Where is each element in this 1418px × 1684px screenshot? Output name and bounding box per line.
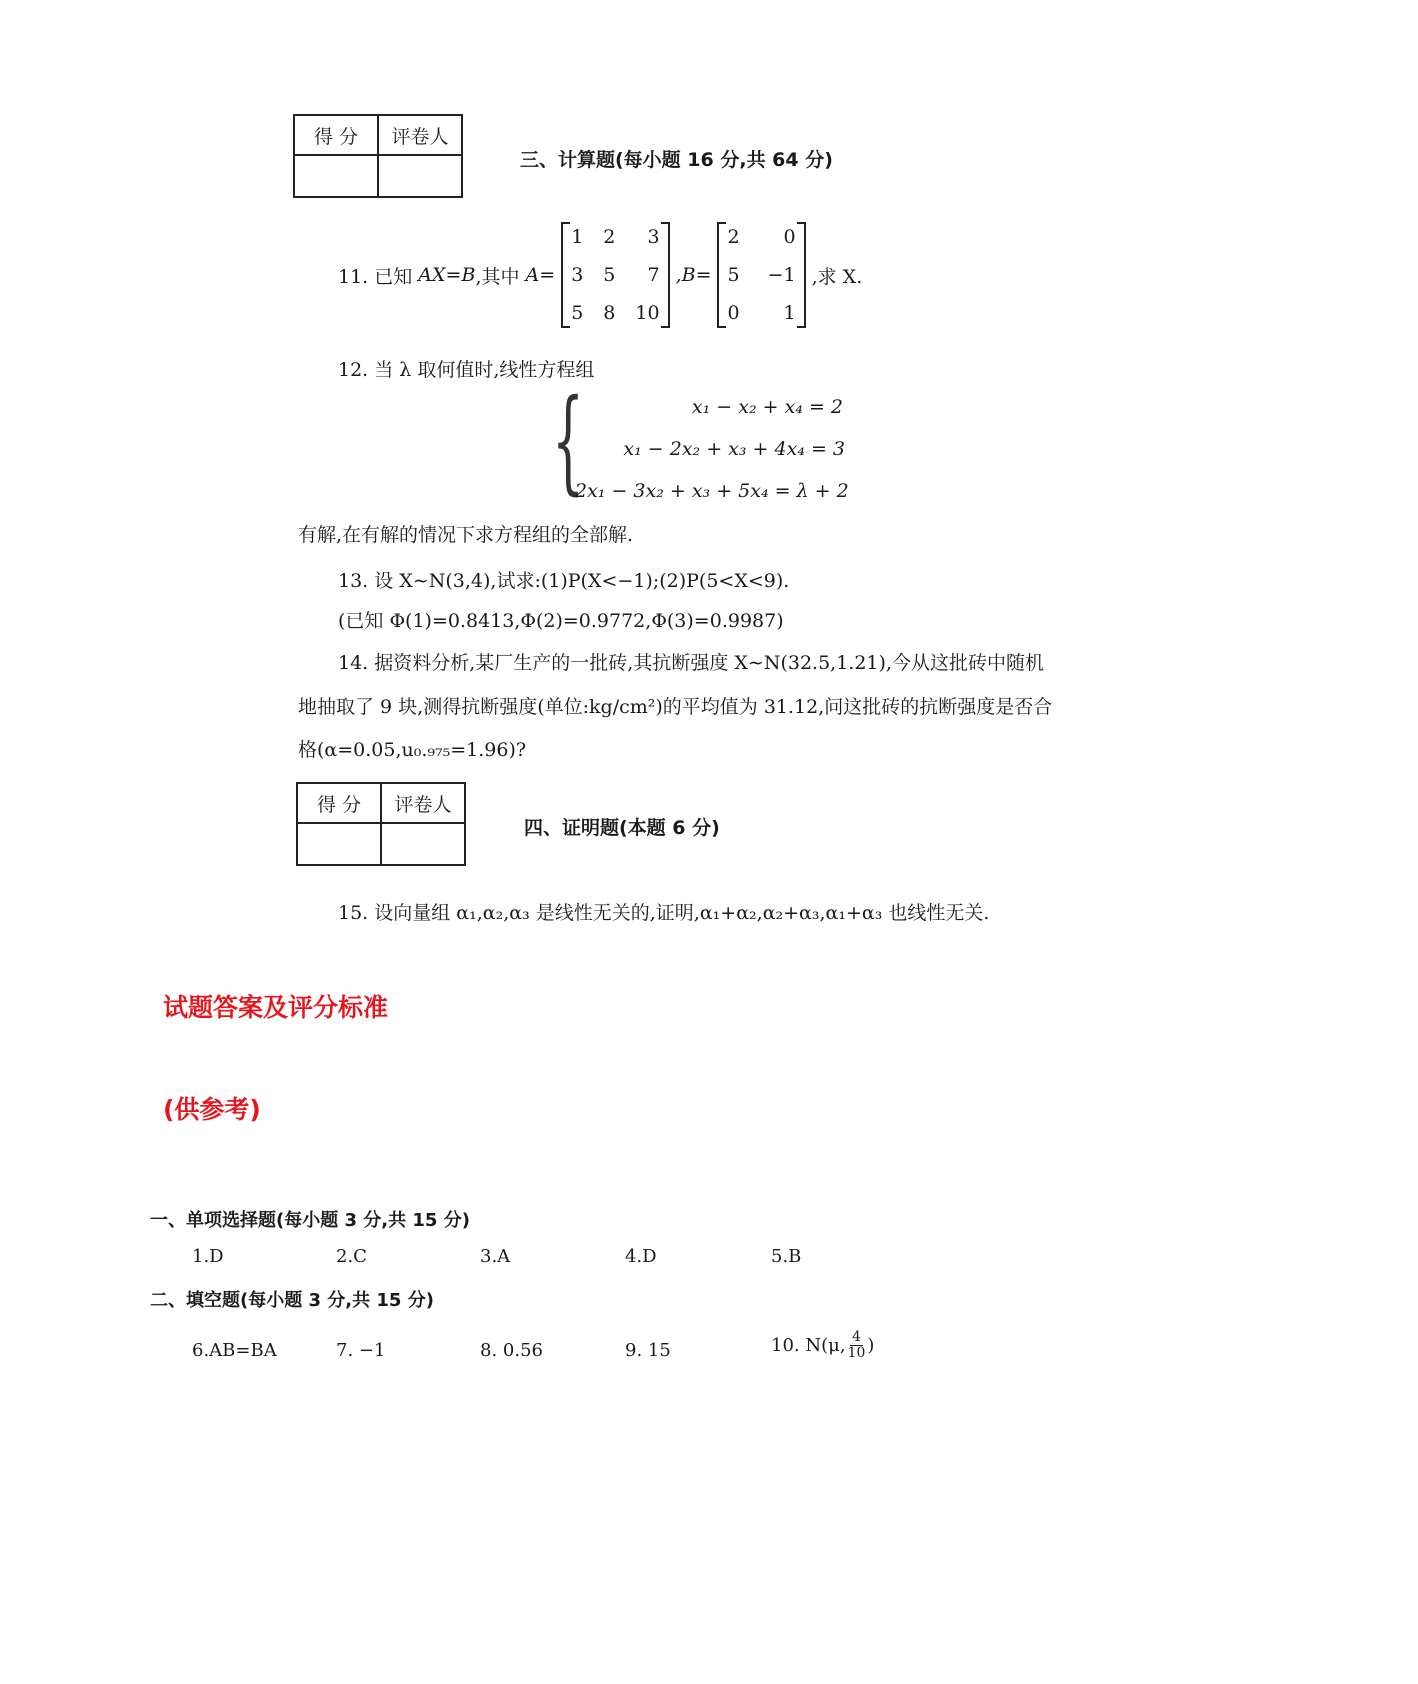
equation-2: x₁ − 2x₂ + x₃ + 4x₄ = 3 [623, 438, 845, 460]
matrix-a-label: A= [525, 264, 556, 286]
score-cell [297, 823, 381, 865]
answer-10-text: 10. N(μ, [771, 1334, 846, 1356]
answers-part2-heading: 二、填空题(每小题 3 分,共 15 分) [150, 1290, 434, 1311]
answers-title: 试题答案及评分标准 [163, 993, 389, 1022]
fraction-denominator: 10 [847, 1344, 866, 1361]
matrix-a [561, 226, 669, 324]
left-brace: { [552, 376, 585, 506]
q11-equation: AX=B [418, 264, 476, 286]
grader-label: 评卷人 [378, 115, 462, 155]
answer-6: 6.AB=BA [192, 1340, 277, 1361]
matrix-b [717, 226, 805, 324]
matrix-b-cell: 1 [783, 302, 796, 324]
matrix-a-cell: 10 [635, 302, 660, 324]
section3-title: 三、计算题(每小题 16 分,共 64 分) [520, 149, 833, 171]
matrix-a-cell: 3 [571, 264, 584, 286]
q11-mid: ,其中 [475, 265, 526, 288]
answer-8: 8. 0.56 [480, 1340, 543, 1361]
matrix-b-cell: 2 [727, 226, 740, 248]
fraction [848, 1330, 866, 1360]
equation-system [575, 386, 849, 512]
section4-title: 四、证明题(本题 6 分) [524, 817, 720, 839]
answer-3: 3.A [480, 1246, 511, 1267]
answer-9: 9. 15 [625, 1340, 671, 1361]
answer-1: 1.D [192, 1246, 224, 1267]
answer-10-close: ) [867, 1334, 875, 1356]
grader-cell [378, 155, 462, 197]
question-14-line1: 14. 据资料分析,某厂生产的一批砖,其抗断强度 X∼N(32.5,1.21),今从这批砖中随机 [338, 652, 1044, 674]
answer-2: 2.C [336, 1246, 367, 1267]
score-label: 得 分 [294, 115, 378, 155]
matrix-b-cell: 5 [727, 264, 740, 286]
grader-label: 评卷人 [381, 783, 465, 823]
matrix-a-cell: 2 [603, 226, 616, 248]
answer-7: 7. −1 [336, 1340, 386, 1361]
question-12: 12. 当 λ 取何值时,线性方程组 [338, 359, 595, 381]
answer-4: 4.D [625, 1246, 657, 1267]
score-box-2 [296, 782, 466, 866]
score-cell [294, 155, 378, 197]
matrix-b-cell: 0 [783, 226, 796, 248]
answers-part1-heading: 一、单项选择题(每小题 3 分,共 15 分) [150, 1210, 470, 1231]
matrix-a-cell: 3 [647, 226, 660, 248]
question-13-line1: 13. 设 X∼N(3,4),试求:(1)P(X<−1);(2)P(5<X<9). [338, 570, 790, 592]
question-13-line2: (已知 Φ(1)=0.8413,Φ(2)=0.9772,Φ(3)=0.9987) [338, 610, 784, 632]
matrix-a-cell: 5 [571, 302, 584, 324]
question-15: 15. 设向量组 α₁,α₂,α₃ 是线性无关的,证明,α₁+α₂,α₂+α₃,α₁+α₃ 也线性无关. [338, 902, 990, 924]
q11-prefix: 11. 已知 [338, 265, 419, 288]
answers-subtitle: (供参考) [163, 1095, 261, 1124]
fraction-numerator: 4 [852, 1329, 861, 1345]
question-12-tail: 有解,在有解的情况下求方程组的全部解. [298, 524, 634, 546]
question-14-line2: 地抽取了 9 块,测得抗断强度(单位:kg/cm²)的平均值为 31.12,问这批砖的抗断强度是否合 [298, 696, 1053, 718]
matrix-a-cell: 7 [647, 264, 660, 286]
answer-5: 5.B [771, 1246, 802, 1267]
matrix-a-cell: 8 [603, 302, 616, 324]
matrix-a-cell: 5 [603, 264, 616, 286]
answer-10 [771, 1330, 874, 1360]
q11-suffix: ,求 X. [811, 265, 863, 288]
equation-1: x₁ − x₂ + x₄ = 2 [691, 396, 843, 418]
equation-3: 2x₁ − 3x₂ + x₃ + 5x₄ = λ + 2 [575, 480, 849, 502]
score-label: 得 分 [297, 783, 381, 823]
matrix-b-cell: −1 [767, 264, 796, 286]
matrix-b-cell: 0 [727, 302, 740, 324]
matrix-b-label: ,B= [675, 264, 712, 286]
question-14-line3: 格(α=0.05,u₀.₉₇₅=1.96)? [298, 739, 527, 761]
question-11 [338, 226, 862, 324]
grader-cell [381, 823, 465, 865]
matrix-a-cell: 1 [571, 226, 584, 248]
score-box-1 [293, 114, 463, 198]
